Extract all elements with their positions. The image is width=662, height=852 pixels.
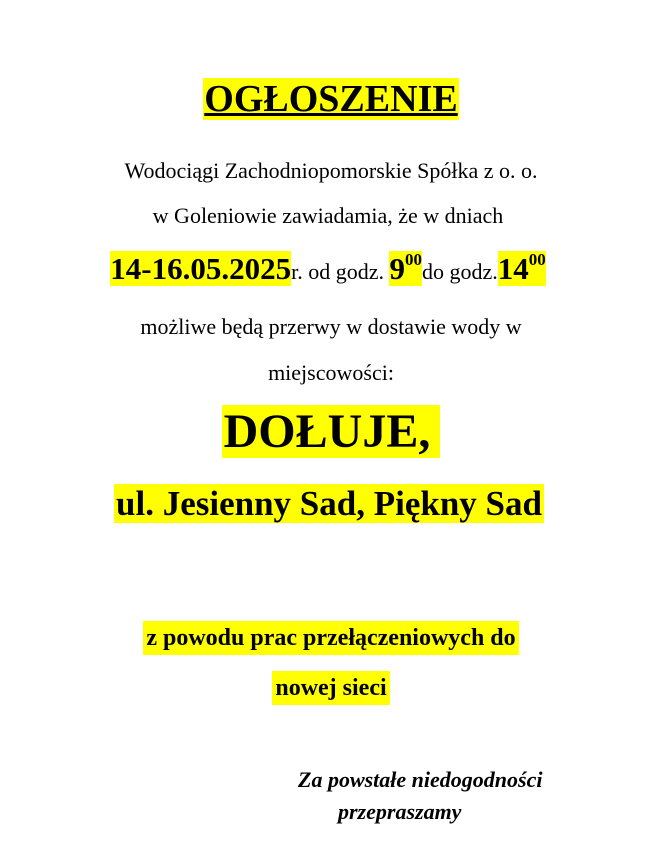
intro-line-1: Wodociągi Zachodniopomorskie Spółka z o. o. — [124, 158, 538, 183]
date-range: 14-16.05.2025 — [110, 251, 292, 286]
apology-line-1: Za powstałe niedogodności — [298, 767, 543, 792]
from-hour: 9 — [389, 251, 405, 286]
to-hour: 14 — [497, 251, 529, 286]
reason-line-1 — [0, 625, 662, 652]
from-time — [389, 251, 422, 286]
street-names: ul. Jesienny Sad, Piękny Sad — [116, 484, 542, 523]
to-label: do godz. — [421, 259, 498, 284]
from-minutes: 00 — [404, 250, 422, 269]
streets-line — [0, 484, 660, 524]
date-time-line — [0, 251, 659, 287]
from-label: od godz. — [302, 259, 390, 284]
intro-line-3: możliwe będą przerwy w dostawie wody w — [140, 314, 522, 339]
apology-line-2: przepraszamy — [338, 799, 462, 824]
to-time — [498, 251, 546, 286]
town-line — [0, 404, 662, 459]
reason-text-2: nowej sieci — [272, 671, 389, 705]
reason-text-1: z powodu prac przełączeniowych do — [143, 621, 518, 655]
town-name: DOŁUJE, — [222, 405, 441, 458]
intro-line-4: miejscowości: — [268, 360, 394, 385]
date-suffix: r. — [291, 259, 303, 284]
reason-line-2 — [0, 675, 662, 702]
intro-line-2: w Goleniowie zawiadamia, że w dniach — [152, 203, 504, 228]
title-text: OGŁOSZENIE — [204, 78, 458, 120]
notice-title — [0, 77, 662, 121]
to-minutes: 00 — [528, 250, 546, 269]
